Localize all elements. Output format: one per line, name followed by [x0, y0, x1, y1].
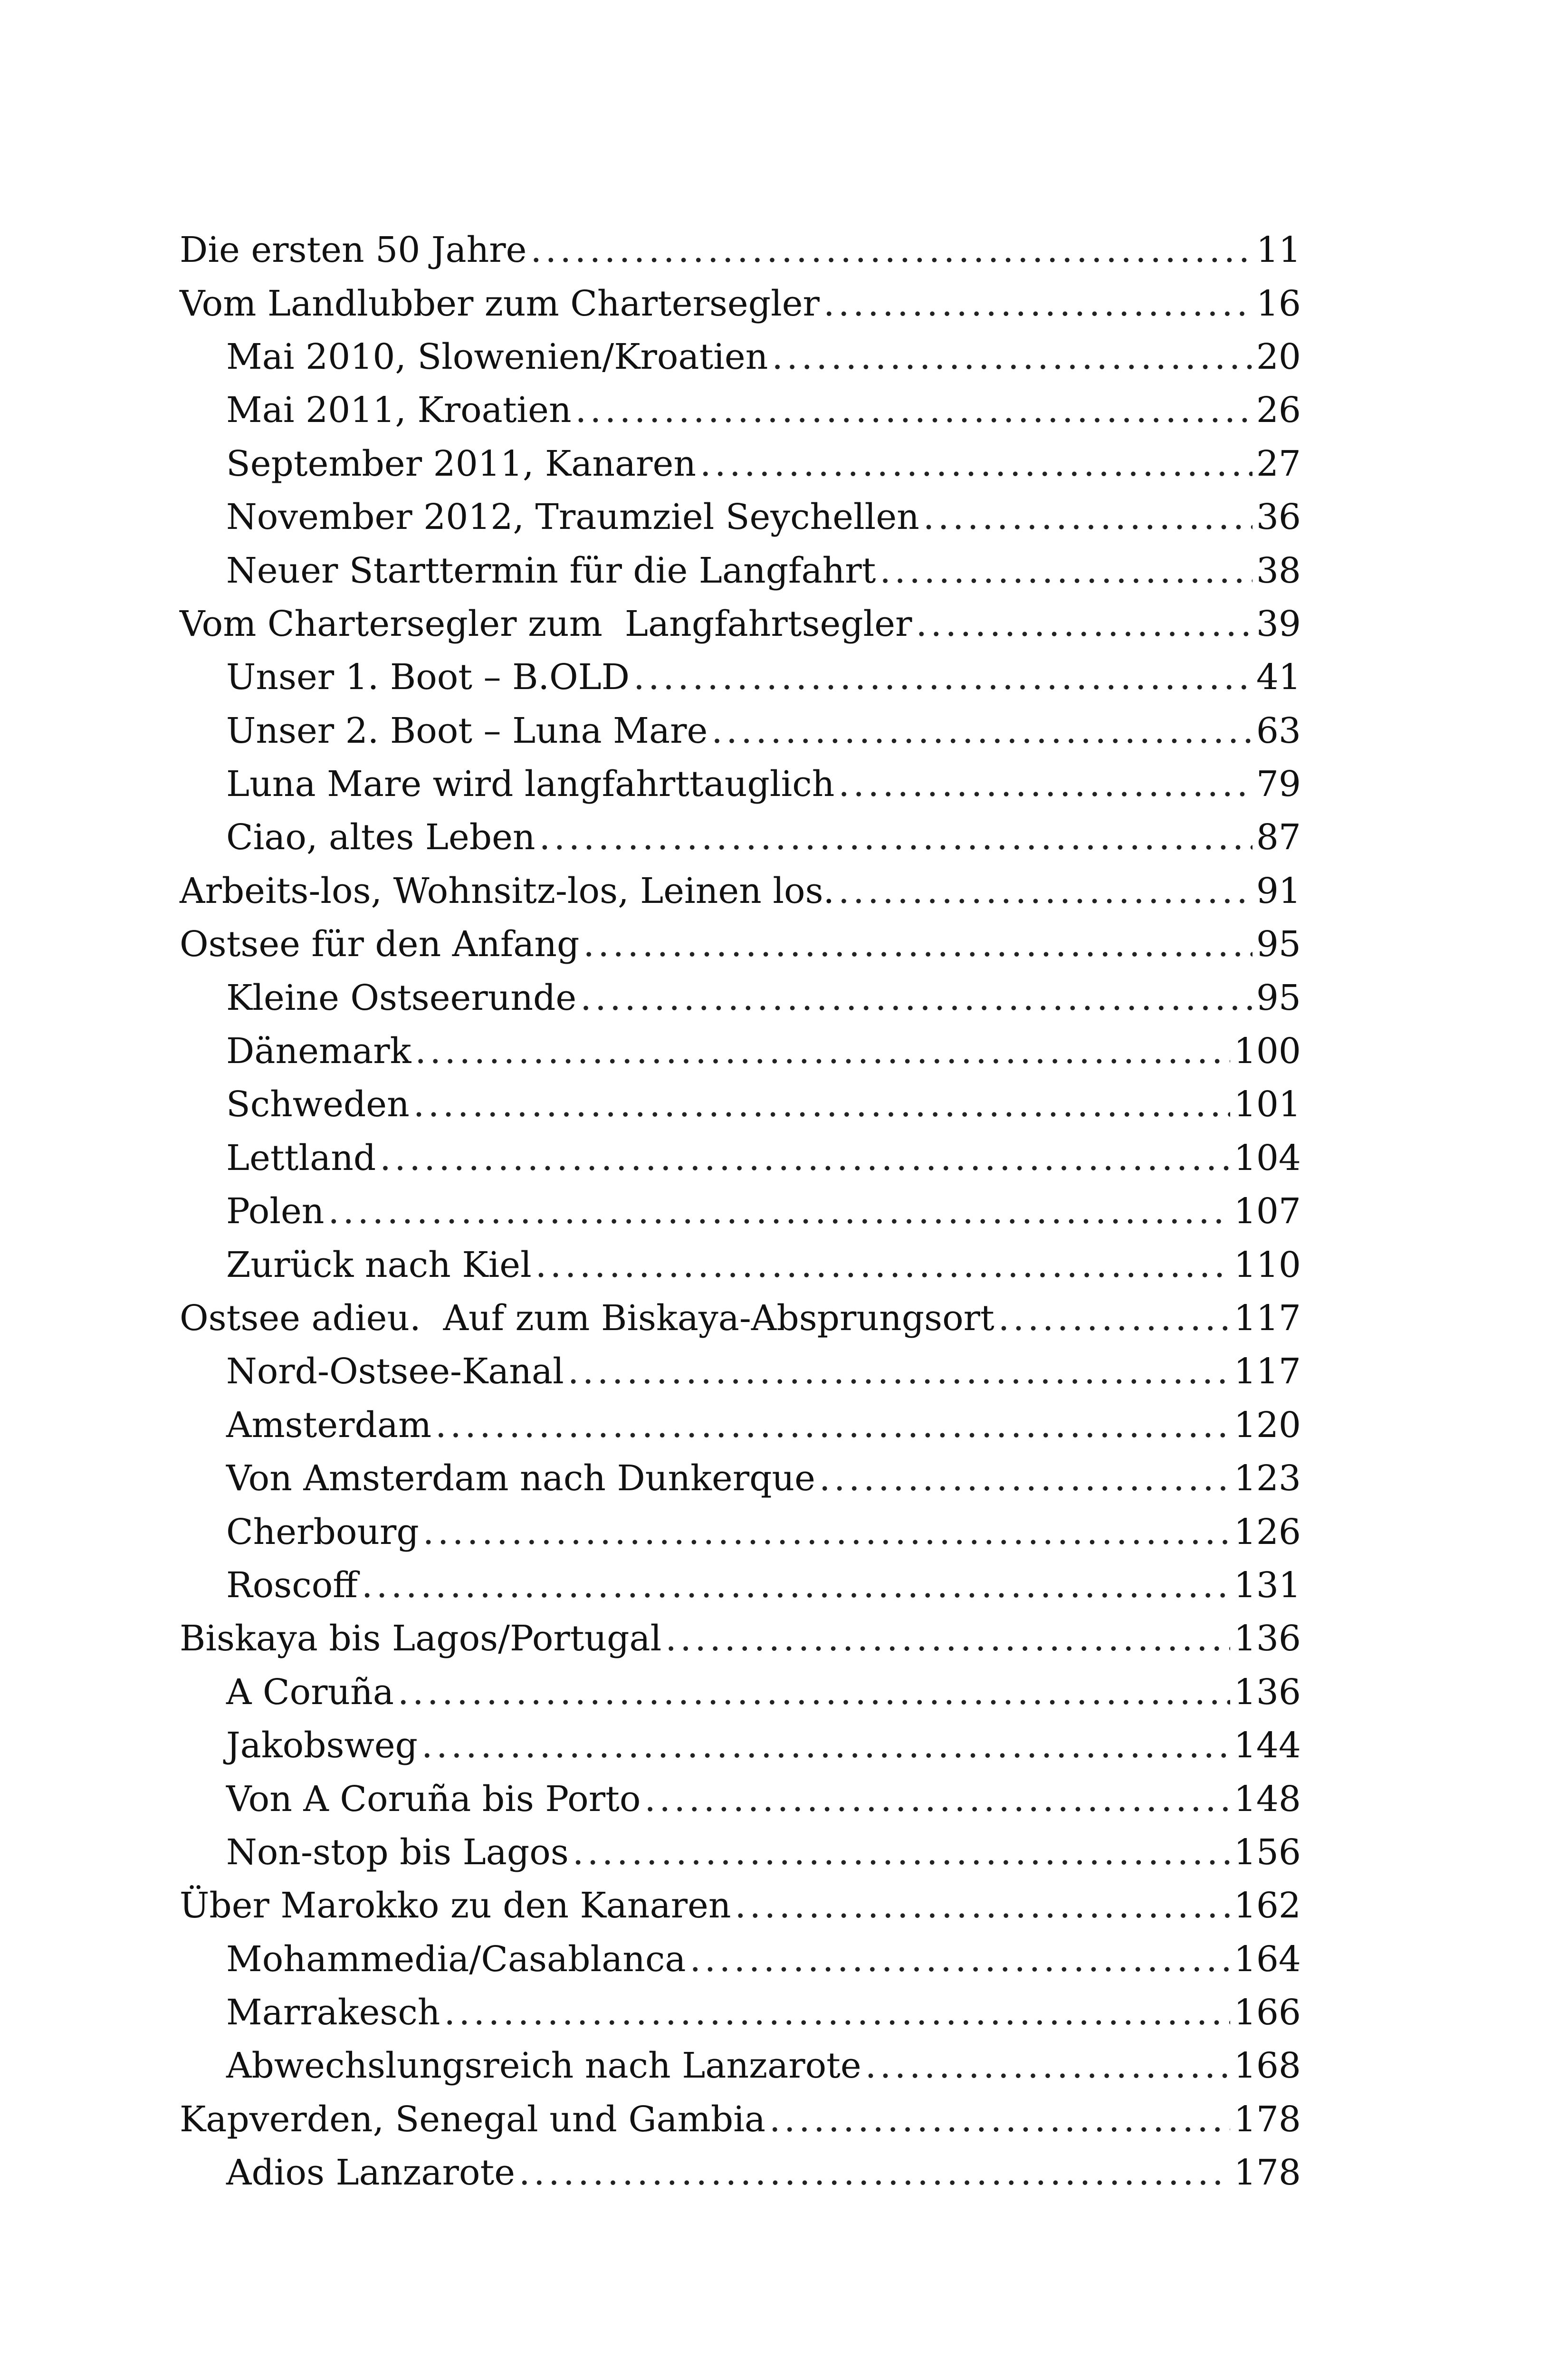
- toc-entry: [180, 864, 1301, 918]
- toc-entry-title: Die ersten 50 Jahre: [180, 230, 527, 271]
- toc-entry-page-number: 162: [1233, 1885, 1301, 1926]
- toc-subentry: [180, 1666, 1301, 1719]
- toc-subentry: [180, 1185, 1301, 1238]
- toc-subentry: [180, 2146, 1301, 2199]
- table-of-contents: [180, 223, 1301, 2199]
- dot-leader: [690, 1939, 1230, 1980]
- dot-leader: [539, 817, 1252, 858]
- toc-entry-title: Biskaya bis Lagos/Portugal: [180, 1618, 662, 1659]
- dot-leader: [444, 1992, 1230, 2033]
- dot-leader: [880, 550, 1252, 591]
- toc-subentry: [180, 1719, 1301, 1772]
- toc-entry-page-number: 79: [1256, 764, 1301, 805]
- dot-leader: [769, 2099, 1230, 2140]
- toc-entry-title: Polen: [226, 1191, 325, 1232]
- toc-entry-title: Mai 2010, Slowenien/Kroatien: [226, 336, 768, 377]
- toc-entry-title: Zurück nach Kiel: [226, 1244, 532, 1285]
- toc-subentry: [180, 651, 1301, 704]
- toc-entry-page-number: 168: [1233, 2045, 1301, 2087]
- toc-entry-title: Ostsee adieu. Auf zum Biskaya-Absprungsort: [180, 1298, 994, 1339]
- dot-leader: [819, 1458, 1230, 1499]
- toc-entry-title: A Coruña: [226, 1671, 394, 1713]
- toc-entry: [180, 1879, 1301, 1932]
- dot-leader: [398, 1672, 1230, 1713]
- toc-subentry: [180, 1345, 1301, 1398]
- dot-leader: [423, 1512, 1230, 1552]
- toc-entry: [180, 1612, 1301, 1665]
- toc-entry-title: Abwechslungsreich nach Lanzarote: [226, 2045, 861, 2087]
- toc-entry-title: Von Amsterdam nach Dunkerque: [226, 1458, 815, 1499]
- dot-leader: [580, 977, 1252, 1018]
- toc-entry-title: Mohammedia/Casablanca: [226, 1938, 686, 1980]
- toc-entry-title: Ciao, altes Leben: [226, 817, 535, 858]
- toc-entry: [180, 597, 1301, 651]
- toc-entry-page-number: 100: [1233, 1031, 1301, 1072]
- toc-subentry: [180, 1772, 1301, 1825]
- toc-subentry: [180, 1559, 1301, 1612]
- toc-entry-page-number: 63: [1256, 710, 1301, 751]
- dot-leader: [435, 1405, 1230, 1446]
- toc-entry-title: Unser 1. Boot – B.OLD: [226, 657, 630, 698]
- toc-subentry: [180, 704, 1301, 757]
- toc-subentry: [180, 1986, 1301, 2039]
- dot-leader: [421, 1725, 1230, 1766]
- toc-entry-title: Kapverden, Senegal und Gambia: [180, 2098, 765, 2140]
- toc-entry-page-number: 101: [1233, 1084, 1301, 1125]
- dot-leader: [519, 2152, 1230, 2193]
- toc-entry-title: Neuer Starttermin für die Langfahrt: [226, 550, 876, 591]
- dot-leader: [573, 1832, 1230, 1873]
- dot-leader: [415, 1031, 1230, 1072]
- toc-entry-title: Non-stop bis Lagos: [226, 1831, 569, 1873]
- toc-subentry: [180, 757, 1301, 811]
- dot-leader: [916, 604, 1252, 644]
- toc-entry-page-number: 164: [1233, 1938, 1301, 1980]
- toc-entry-page-number: 91: [1256, 870, 1301, 911]
- toc-entry-title: Über Marokko zu den Kanaren: [180, 1885, 731, 1926]
- toc-entry-page-number: 120: [1233, 1404, 1301, 1446]
- toc-entry-page-number: 117: [1233, 1351, 1301, 1392]
- toc-entry-title: Nord-Ostsee-Kanal: [226, 1351, 564, 1392]
- toc-entry-title: Lettland: [226, 1137, 376, 1178]
- toc-entry-title: Vom Landlubber zum Chartersegler: [180, 283, 820, 324]
- toc-subentry: [180, 437, 1301, 490]
- dot-leader: [633, 657, 1252, 698]
- dot-leader: [838, 871, 1252, 911]
- toc-subentry: [180, 2039, 1301, 2092]
- toc-entry-page-number: 178: [1233, 2152, 1301, 2194]
- dot-leader: [413, 1084, 1230, 1125]
- dot-leader: [735, 1885, 1230, 1926]
- toc-subentry: [180, 1505, 1301, 1558]
- toc-entry-page-number: 11: [1256, 230, 1301, 271]
- toc-entry-title: Luna Mare wird langfahrttauglich: [226, 764, 835, 805]
- toc-entry: [180, 223, 1301, 277]
- toc-subentry: [180, 1025, 1301, 1078]
- toc-entry-page-number: 136: [1233, 1618, 1301, 1659]
- toc-entry-page-number: 107: [1233, 1191, 1301, 1232]
- toc-entry-page-number: 16: [1256, 283, 1301, 324]
- dot-leader: [998, 1298, 1230, 1339]
- dot-leader: [362, 1565, 1230, 1606]
- toc-entry-page-number: 144: [1233, 1725, 1301, 1766]
- toc-entry-title: Vom Chartersegler zum Langfahrtsegler: [180, 603, 912, 644]
- toc-subentry: [180, 544, 1301, 597]
- dot-leader: [575, 390, 1252, 431]
- toc-entry: [180, 277, 1301, 330]
- toc-entry-title: Mai 2011, Kroatien: [226, 390, 572, 431]
- toc-entry-page-number: 131: [1233, 1564, 1301, 1606]
- dot-leader: [530, 230, 1252, 270]
- toc-entry: [180, 918, 1301, 971]
- toc-entry-page-number: 148: [1233, 1778, 1301, 1820]
- dot-leader: [711, 710, 1252, 751]
- toc-entry-title: Amsterdam: [226, 1404, 432, 1446]
- toc-entry-page-number: 95: [1256, 924, 1301, 965]
- toc-entry-title: Adios Lanzarote: [226, 2152, 516, 2194]
- toc-subentry: [180, 1452, 1301, 1505]
- toc-entry-page-number: 110: [1233, 1244, 1301, 1285]
- toc-subentry: [180, 1238, 1301, 1291]
- dot-leader: [583, 924, 1252, 965]
- toc-entry-title: Jakobsweg: [226, 1725, 418, 1766]
- toc-entry: [180, 1292, 1301, 1345]
- toc-entry-page-number: 166: [1233, 1992, 1301, 2033]
- toc-subentry: [180, 1078, 1301, 1131]
- dot-leader: [380, 1138, 1230, 1178]
- toc-entry-page-number: 136: [1233, 1671, 1301, 1713]
- dot-leader: [823, 283, 1252, 324]
- toc-entry-title: Cherbourg: [226, 1511, 419, 1552]
- dot-leader: [535, 1245, 1230, 1285]
- toc-subentry: [180, 971, 1301, 1024]
- dot-leader: [328, 1191, 1230, 1232]
- toc-entry-title: November 2012, Traumziel Seychellen: [226, 497, 919, 538]
- toc-entry-title: Von A Coruña bis Porto: [226, 1778, 641, 1820]
- toc-subentry: [180, 383, 1301, 437]
- toc-entry-title: Kleine Ostseerunde: [226, 977, 577, 1018]
- dot-leader: [772, 336, 1252, 377]
- toc-subentry: [180, 1399, 1301, 1452]
- toc-entry-title: Ostsee für den Anfang: [180, 924, 580, 965]
- toc-entry-page-number: 123: [1233, 1458, 1301, 1499]
- dot-leader: [923, 497, 1252, 537]
- toc-entry-title: Marrakesch: [226, 1992, 440, 2033]
- toc-entry-page-number: 38: [1256, 550, 1301, 591]
- toc-entry-page-number: 20: [1256, 336, 1301, 377]
- toc-entry-page-number: 178: [1233, 2098, 1301, 2140]
- toc-entry-title: Schweden: [226, 1084, 410, 1125]
- dot-leader: [665, 1618, 1230, 1659]
- toc-entry-title: Unser 2. Boot – Luna Mare: [226, 710, 708, 751]
- toc-subentry: [180, 1826, 1301, 1879]
- dot-leader: [865, 2045, 1230, 2086]
- toc-entry-page-number: 39: [1256, 603, 1301, 644]
- toc-entry-page-number: 156: [1233, 1831, 1301, 1873]
- toc-entry-page-number: 41: [1256, 657, 1301, 698]
- toc-entry: [180, 2093, 1301, 2146]
- dot-leader: [644, 1779, 1230, 1820]
- toc-entry-title: Roscoff: [226, 1564, 358, 1606]
- toc-entry-page-number: 36: [1256, 497, 1301, 538]
- toc-entry-title: Arbeits-los, Wohnsitz-los, Leinen los.: [180, 870, 835, 911]
- toc-entry-page-number: 117: [1233, 1298, 1301, 1339]
- dot-leader: [700, 443, 1252, 484]
- toc-entry-title: September 2011, Kanaren: [226, 443, 696, 484]
- toc-subentry: [180, 1131, 1301, 1185]
- toc-entry-page-number: 95: [1256, 977, 1301, 1018]
- toc-subentry: [180, 811, 1301, 864]
- toc-subentry: [180, 1933, 1301, 1986]
- dot-leader: [568, 1351, 1230, 1392]
- toc-entry-page-number: 87: [1256, 817, 1301, 858]
- toc-entry-page-number: 104: [1233, 1137, 1301, 1178]
- dot-leader: [838, 764, 1252, 805]
- toc-subentry: [180, 330, 1301, 383]
- toc-entry-page-number: 27: [1256, 443, 1301, 484]
- toc-entry-page-number: 26: [1256, 390, 1301, 431]
- toc-subentry: [180, 490, 1301, 544]
- toc-entry-title: Dänemark: [226, 1031, 411, 1072]
- toc-entry-page-number: 126: [1233, 1511, 1301, 1552]
